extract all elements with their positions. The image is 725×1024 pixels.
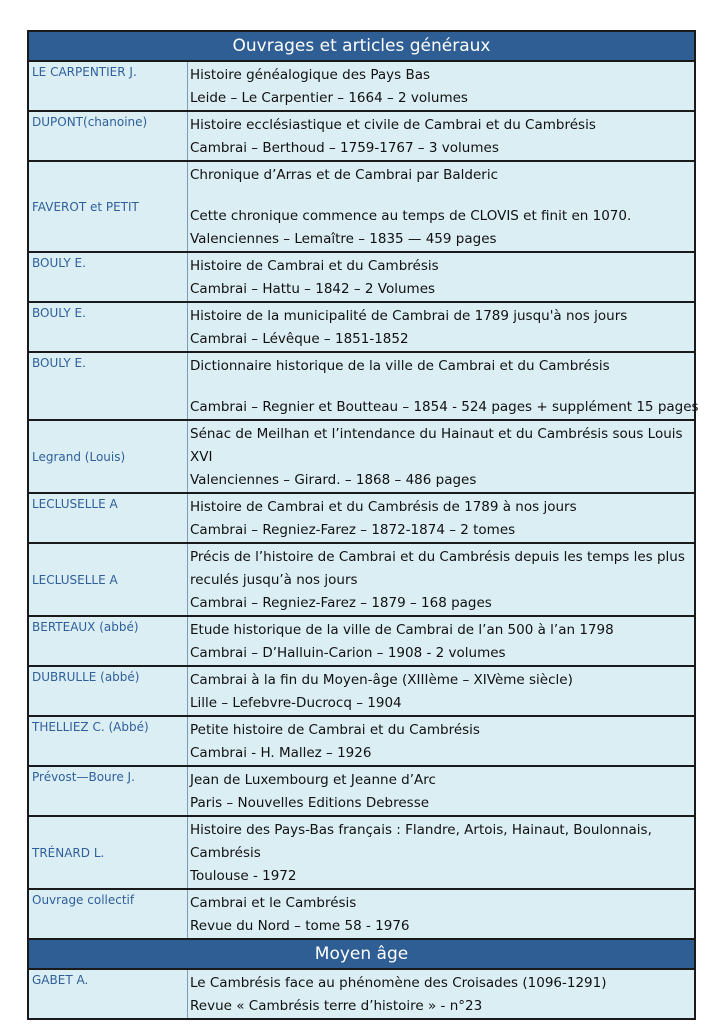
work-cell <box>187 494 694 542</box>
work-line: Cambrai et le Cambrésis <box>190 895 357 911</box>
work-cell <box>187 617 694 665</box>
work-line: Histoire de la municipalité de Cambrai de 1789 jusqu'à nos jours <box>190 308 628 324</box>
author-cell: LE CARPENTIER J. <box>32 65 137 79</box>
work-cell <box>187 112 694 160</box>
table-row <box>29 544 694 617</box>
table-row <box>29 162 694 253</box>
work-cell <box>187 970 694 1018</box>
work-line: Histoire ecclésiastique et civile de Cambrai et du Cambrésis <box>190 117 596 133</box>
table-row <box>29 303 694 353</box>
work-line: Précis de l’histoire de Cambrai et du Cambrésis depuis les temps les plus <box>190 549 685 565</box>
work-cell <box>187 544 694 615</box>
work-line: Le Cambrésis face au phénomène des Croisades (1096-1291) <box>190 975 607 991</box>
work-line: Cambrai – Lévêque – 1851-1852 <box>190 331 409 347</box>
author-cell: LECLUSELLE A <box>32 572 118 587</box>
work-line: Cambrai – Hattu – 1842 – 2 Volumes <box>190 281 436 297</box>
work-line: Histoire généalogique des Pays Bas <box>190 67 431 83</box>
work-line: Leide – Le Carpentier – 1664 – 2 volumes <box>190 90 468 106</box>
table-row <box>29 62 694 112</box>
table-row <box>29 253 694 303</box>
table-row <box>29 112 694 162</box>
table-row <box>29 767 694 817</box>
bibliography-table <box>27 30 699 1020</box>
author-cell: BOULY E. <box>32 356 86 370</box>
author-cell: FAVEROT et PETIT <box>32 199 139 214</box>
table-row <box>29 353 699 421</box>
work-line <box>188 187 694 205</box>
work-cell <box>187 353 699 419</box>
work-cell <box>187 667 694 715</box>
section-header: Ouvrages et articles généraux <box>29 32 694 62</box>
work-line: reculés jusqu’à nos jours <box>190 572 358 588</box>
work-line: Cambrai – D’Halluin-Carion – 1908 - 2 volumes <box>190 645 506 661</box>
work-line: Valenciennes – Lemaître – 1835 — 459 pages <box>190 231 497 247</box>
table-row <box>29 617 694 667</box>
work-cell <box>187 421 694 492</box>
table-row <box>29 890 694 940</box>
work-cell <box>187 717 694 765</box>
work-line: Dictionnaire historique de la ville de Cambrai et du Cambrésis <box>190 358 610 374</box>
author-cell: DUPONT(chanoine) <box>32 115 148 129</box>
work-line: Valenciennes – Girard. – 1868 – 486 pages <box>190 472 477 488</box>
author-cell: GABET A. <box>32 973 89 987</box>
work-cell <box>187 62 694 110</box>
work-line: Lille – Lefebvre-Ducrocq – 1904 <box>190 695 402 711</box>
work-line: Chronique d’Arras et de Cambrai par Balderic <box>190 167 498 183</box>
work-line: Paris – Nouvelles Editions Debresse <box>190 795 430 811</box>
author-cell: Legrand (Louis) <box>32 449 126 464</box>
work-line: Cambrésis <box>190 845 261 861</box>
author-cell: Prévost—Boure J. <box>32 770 135 784</box>
work-line: Cambrai – Regniez-Farez – 1872-1874 – 2 tomes <box>190 522 516 538</box>
work-cell <box>187 162 694 251</box>
work-cell <box>187 303 694 351</box>
author-cell: TRÉNARD L. <box>32 845 105 860</box>
author-cell: BOULY E. <box>32 306 86 320</box>
author-cell: BOULY E. <box>32 256 86 270</box>
work-cell <box>187 817 694 888</box>
work-line: Toulouse - 1972 <box>190 868 297 884</box>
work-line: Petite histoire de Cambrai et du Cambrésis <box>190 722 480 738</box>
work-line: Cette chronique commence au temps de CLOVIS et finit en 1070. <box>190 208 632 224</box>
work-line: XVI <box>190 449 213 465</box>
section-header: Moyen âge <box>29 940 694 970</box>
table-row <box>29 717 694 767</box>
table-row <box>29 421 694 494</box>
work-cell <box>187 890 694 938</box>
work-line: Cambrai – Regnier et Boutteau – 1854 - 524 pages + supplément 15 pages <box>190 399 699 415</box>
table-row <box>29 494 694 544</box>
work-line: Histoire de Cambrai et du Cambrésis <box>190 258 439 274</box>
work-line: Revue du Nord – tome 58 - 1976 <box>190 918 410 934</box>
author-cell: LECLUSELLE A <box>32 497 118 511</box>
work-cell <box>187 767 694 815</box>
work-line: Etude historique de la ville de Cambrai de l’an 500 à l’an 1798 <box>190 622 614 638</box>
author-cell: DUBRULLE (abbé) <box>32 670 140 684</box>
work-line: Histoire de Cambrai et du Cambrésis de 1789 à nos jours <box>190 499 577 515</box>
work-cell <box>187 253 694 301</box>
table-row <box>29 970 694 1018</box>
work-line: Cambrai – Berthoud – 1759-1767 – 3 volumes <box>190 140 499 156</box>
author-cell: BERTEAUX (abbé) <box>32 620 139 634</box>
work-line: Cambrai à la fin du Moyen-âge (XIIIème – XIVème siècle) <box>190 672 573 688</box>
work-line: Sénac de Meilhan et l’intendance du Hainaut et du Cambrésis sous Louis <box>190 426 683 442</box>
work-line: Cambrai - H. Mallez – 1926 <box>190 745 372 761</box>
table-row <box>29 817 694 890</box>
table-row <box>29 667 694 717</box>
author-cell: THELLIEZ C. (Abbé) <box>32 720 149 734</box>
work-line <box>188 378 699 396</box>
work-line: Histoire des Pays-Bas français : Flandre, Artois, Hainaut, Boulonnais, <box>190 822 652 838</box>
work-line: Jean de Luxembourg et Jeanne d’Arc <box>190 772 436 788</box>
author-cell: Ouvrage collectif <box>32 893 135 907</box>
work-line: Cambrai – Regniez-Farez – 1879 – 168 pages <box>190 595 492 611</box>
work-line: Revue « Cambrésis terre d’histoire » - n°23 <box>190 998 483 1014</box>
